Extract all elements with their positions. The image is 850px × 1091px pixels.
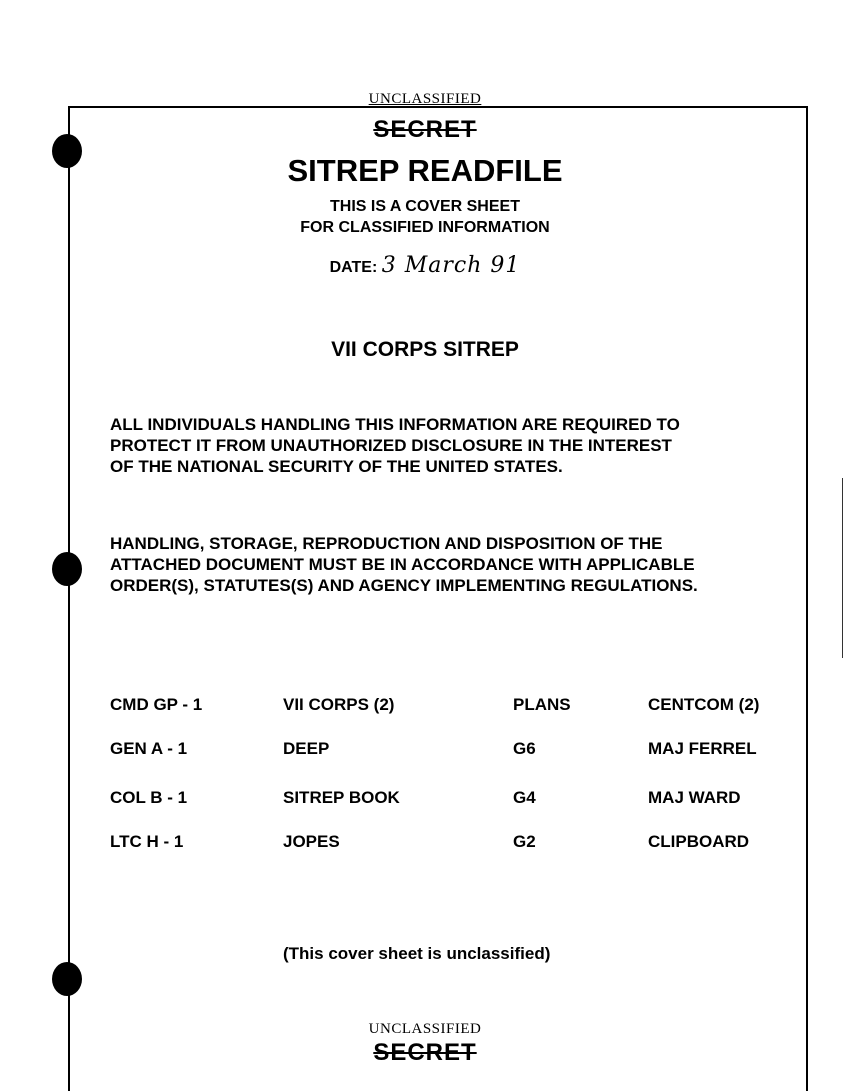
subtitle-line-1: THIS IS A COVER SHEET [330,198,520,215]
dist-cell: G4 [513,788,536,807]
date-label: DATE: [329,259,378,276]
notice-1-line-3: OF THE NATIONAL SECURITY OF THE UNITED STATES. [110,457,563,476]
bottom-struck-secret: SECRET [373,1039,477,1066]
section-title: VII CORPS SITREP [331,338,519,361]
date-handwritten: 3 March 91 [381,253,521,278]
dist-cell: G6 [513,739,536,758]
subtitle-line-2: FOR CLASSIFIED INFORMATION [300,219,550,236]
page-title: SITREP READFILE [287,153,563,188]
dist-cell: JOPES [283,832,340,851]
dist-cell: DEEP [283,739,330,758]
notice-paragraph-1 [110,414,810,477]
notice-1-line-2: PROTECT IT FROM UNAUTHORIZED DISCLOSURE IN THE INTEREST [110,436,672,455]
top-classification: UNCLASSIFIED [368,91,482,107]
notice-2-line-2: ATTACHED DOCUMENT MUST BE IN ACCORDANCE WITH APPLICABLE [110,555,695,574]
dist-cell: MAJ FERREL [648,739,757,758]
dist-cell: VII CORPS (2) [283,695,395,714]
punch-hole-bottom [52,962,82,996]
dist-cell: CLIPBOARD [648,832,750,851]
notice-1-line-1: ALL INDIVIDUALS HANDLING THIS INFORMATION ARE REQUIRED TO [110,415,680,434]
bottom-classification: UNCLASSIFIED [368,1021,482,1037]
dist-cell: COL B - 1 [110,788,188,807]
dist-cell: MAJ WARD [648,788,741,807]
dist-cell: PLANS [513,695,571,714]
dist-cell: CENTCOM (2) [648,695,760,714]
notice-paragraph-2 [110,533,810,596]
notice-2-line-1: HANDLING, STORAGE, REPRODUCTION AND DISPOSITION OF THE [110,534,663,553]
dist-cell: GEN A - 1 [110,739,188,758]
dist-cell: SITREP BOOK [283,788,400,807]
struck-secret-marking: SECRET [373,116,477,143]
footer-note: (This cover sheet is unclassified) [283,944,551,963]
dist-cell: G2 [513,832,536,851]
notice-2-line-3: ORDER(S), STATUTES(S) AND AGENCY IMPLEMENTING REGULATIONS. [110,576,698,595]
punch-hole-middle [52,552,82,586]
dist-cell: CMD GP - 1 [110,695,203,714]
edge-mark-line [842,478,843,658]
dist-cell: LTC H - 1 [110,832,184,851]
date-row [0,253,850,278]
